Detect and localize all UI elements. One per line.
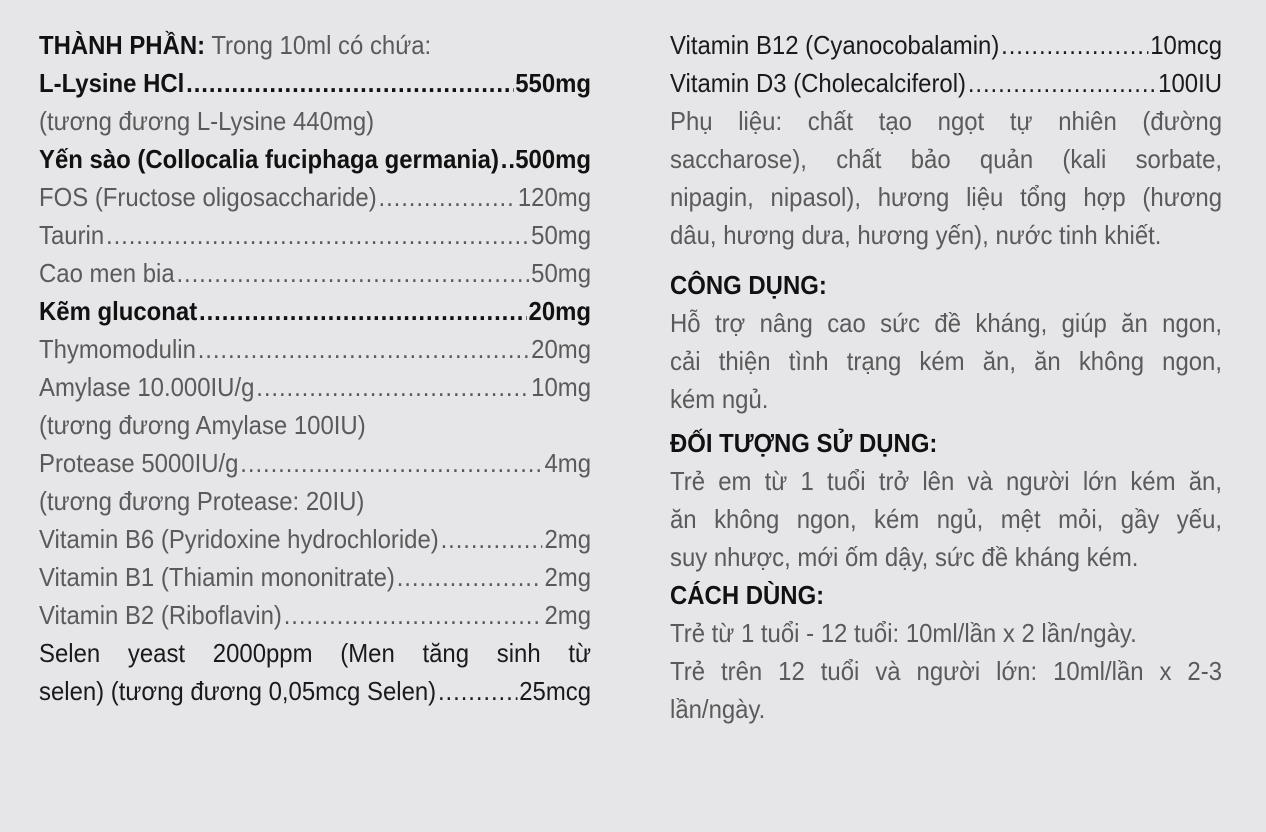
excipients-line: dâu, hương dưa, hương yến), nước tinh khiết. bbox=[670, 220, 1162, 250]
leader-dots bbox=[106, 216, 529, 254]
leader-dots bbox=[1001, 26, 1148, 64]
ingredients-heading-label: THÀNH PHẦN: bbox=[39, 30, 206, 60]
leader-dots bbox=[176, 254, 529, 292]
ingredient-row bbox=[39, 254, 591, 292]
ingredient-name: Thymomodulin bbox=[39, 334, 196, 364]
leader-dots bbox=[968, 64, 1156, 102]
ingredient-row bbox=[39, 330, 591, 368]
ingredient-row bbox=[39, 444, 591, 482]
leader-dots bbox=[284, 596, 543, 634]
ingredient-row bbox=[670, 26, 1222, 64]
ingredient-name: Vitamin B1 (Thiamin mononitrate) bbox=[39, 562, 395, 592]
ingredient-amount: 25mcg bbox=[519, 676, 592, 706]
selen-line-2 bbox=[39, 672, 591, 710]
leader-dots bbox=[199, 292, 527, 330]
dosage-line: Trẻ từ 1 tuổi - 12 tuổi: 10ml/lần x 2 lần/ngày. bbox=[670, 618, 1137, 648]
ingredient-name: Vitamin B6 (Pyridoxine hydrochloride) bbox=[39, 524, 439, 554]
ingredient-row bbox=[39, 596, 591, 634]
excipients-line: saccharose), chất bảo quản (kali sorbate, bbox=[670, 144, 1223, 174]
ingredient-note: (tương đương Protease: 20IU) bbox=[39, 486, 365, 516]
ingredient-name: Vitamin B12 (Cyanocobalamin) bbox=[670, 30, 1000, 60]
ingredients-column bbox=[39, 26, 591, 710]
ingredient-amount: 2mg bbox=[544, 524, 592, 554]
ingredient-name: Vitamin B2 (Riboflavin) bbox=[39, 600, 282, 630]
ingredient-name: FOS (Fructose oligosaccharide) bbox=[39, 182, 377, 212]
ingredient-name: selen) (tương đương 0,05mcg Selen) bbox=[39, 676, 437, 706]
ingredient-amount: 50mg bbox=[531, 220, 592, 250]
uses-heading: CÔNG DỤNG: bbox=[670, 270, 827, 300]
ingredient-amount: 550mg bbox=[515, 68, 592, 98]
ingredient-row bbox=[39, 216, 591, 254]
ingredient-amount: 20mg bbox=[531, 334, 592, 364]
uses-line: kém ngủ. bbox=[670, 384, 769, 414]
excipients-line: nipagin, nipasol), hương liệu tổng hợp (hương bbox=[670, 182, 1223, 212]
ingredient-amount: 500mg bbox=[515, 144, 592, 174]
ingredients-heading-note: Trong 10ml có chứa: bbox=[205, 30, 432, 60]
uses-line: Hỗ trợ nâng cao sức đề kháng, giúp ăn ngon, bbox=[670, 308, 1223, 338]
dosage-line: lần/ngày. bbox=[670, 694, 766, 724]
leader-dots bbox=[438, 672, 517, 710]
info-column bbox=[670, 26, 1222, 728]
leader-dots bbox=[240, 444, 542, 482]
ingredient-amount: 10mcg bbox=[1150, 30, 1223, 60]
uses-line: cải thiện tình trạng kém ăn, ăn không ngon, bbox=[670, 346, 1223, 376]
leader-dots bbox=[397, 558, 543, 596]
ingredient-amount: 50mg bbox=[531, 258, 592, 288]
ingredient-amount: 2mg bbox=[544, 562, 592, 592]
leader-dots bbox=[501, 140, 514, 178]
leader-dots bbox=[186, 64, 513, 102]
ingredient-row bbox=[39, 520, 591, 558]
ingredient-row bbox=[39, 368, 591, 406]
selen-line-1: Selen yeast 2000ppm (Men tăng sinh từ bbox=[39, 638, 592, 668]
ingredients-heading bbox=[39, 26, 591, 64]
ingredient-row bbox=[39, 178, 591, 216]
ingredient-name: Amylase 10.000IU/g bbox=[39, 372, 255, 402]
ingredient-amount: 10mg bbox=[531, 372, 592, 402]
section-gap bbox=[670, 254, 1222, 266]
audience-line: ăn không ngon, kém ngủ, mệt mỏi, gầy yếu, bbox=[670, 504, 1223, 534]
leader-dots bbox=[256, 368, 529, 406]
ingredient-name: Kẽm gluconat bbox=[39, 296, 198, 326]
audience-heading: ĐỐI TƯỢNG SỬ DỤNG: bbox=[670, 428, 938, 458]
audience-line: Trẻ em từ 1 tuổi trở lên và người lớn kém ăn, bbox=[670, 466, 1223, 496]
excipients-line: Phụ liệu: chất tạo ngọt tự nhiên (đường bbox=[670, 106, 1223, 136]
ingredient-name: Cao men bia bbox=[39, 258, 175, 288]
ingredient-amount: 20mg bbox=[528, 296, 592, 326]
ingredient-row bbox=[39, 558, 591, 596]
leader-dots bbox=[198, 330, 530, 368]
ingredient-amount: 120mg bbox=[517, 182, 592, 212]
ingredient-row bbox=[670, 64, 1222, 102]
audience-line: suy nhược, mới ốm dậy, sức đề kháng kém. bbox=[670, 542, 1139, 572]
ingredient-name: L-Lysine HCl bbox=[39, 68, 185, 98]
leader-dots bbox=[441, 520, 543, 558]
ingredient-name: Protease 5000IU/g bbox=[39, 448, 239, 478]
ingredient-amount: 2mg bbox=[544, 600, 592, 630]
ingredient-row bbox=[39, 140, 591, 178]
ingredient-name: Taurin bbox=[39, 220, 105, 250]
dosage-heading: CÁCH DÙNG: bbox=[670, 580, 825, 610]
ingredient-row bbox=[39, 292, 591, 330]
ingredient-name: Yến sào (Collocalia fuciphaga germania) bbox=[39, 144, 499, 174]
ingredient-row bbox=[39, 64, 591, 102]
dosage-line: Trẻ trên 12 tuổi và người lớn: 10ml/lần x 2-3 bbox=[670, 656, 1223, 686]
ingredient-note: (tương đương L-Lysine 440mg) bbox=[39, 106, 375, 136]
ingredient-note: (tương đương Amylase 100IU) bbox=[39, 410, 366, 440]
leader-dots bbox=[379, 178, 517, 216]
ingredient-name: Vitamin D3 (Cholecalciferol) bbox=[670, 68, 967, 98]
ingredient-amount: 100IU bbox=[1158, 68, 1223, 98]
ingredient-amount: 4mg bbox=[544, 448, 592, 478]
